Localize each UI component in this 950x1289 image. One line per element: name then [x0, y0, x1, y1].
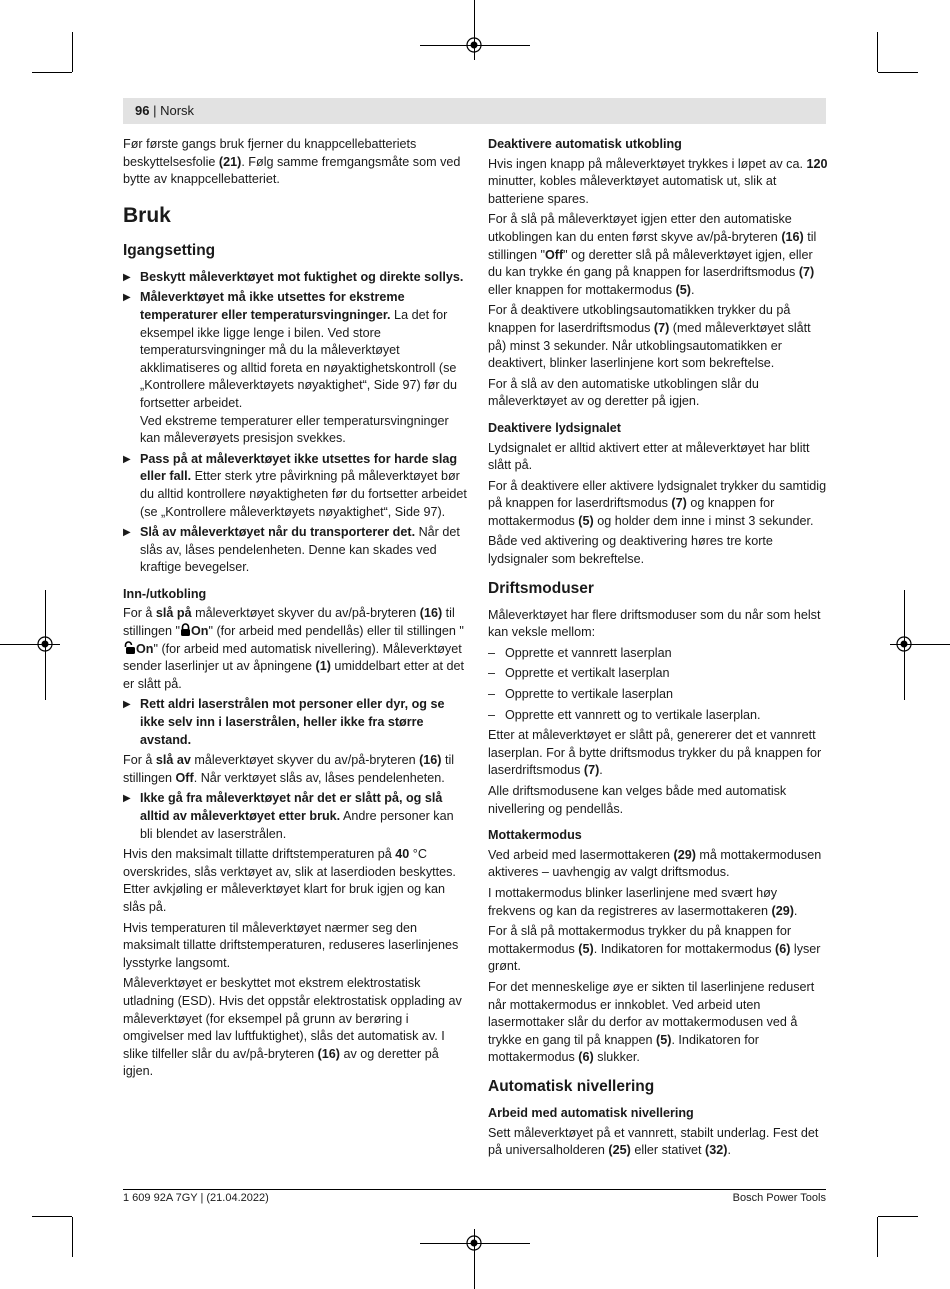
- subheading: Mottakermodus: [488, 828, 582, 843]
- paragraph: For det menneskelige øye er sikten til laserlinjene redusert når mottakermodus er innkoblet. Ved arbeid uten lasermottaker slår du derfor av mottakermodusen ved å trykke en gang til på knappen (5). Indikatoren for mottakermodus (6) slukker.: [488, 979, 815, 1065]
- crop-mark: [877, 1217, 878, 1257]
- page-number: 96: [135, 103, 150, 118]
- list-item: – Opprette to vertikale laserplan: [488, 687, 674, 702]
- paragraph: For å deaktivere utkoblingsautomatikken trykker du på knappen for laserdriftsmodus (7) (med måleverktøyet slått på) minst 3 sekunder. Når utkoblingsautomatikken er deaktivert, blinker laserlinjene kort som bekreftelse.: [488, 303, 811, 371]
- warning-item: ▶ Måleverktøyet må ikke utsettes for ekstreme temperaturer eller temperatursvingninger. La det for eksempel ikke ligge lenge i bilen. Ved store temperatursvingninger må du la måleverktøyet akklimatiseres og alltid foreta en nøyaktighetskontroll (se „Kontrollere måleverktøyets nøyaktighet“, Side 97) før du fortsetter arbeidet. Ved ekstreme temperaturer eller temperatursvingninger kan måleverøyets presisjon svekkes.: [123, 290, 458, 446]
- footer-brand: Bosch Power Tools: [732, 1192, 826, 1204]
- footer-divider: [123, 1189, 826, 1190]
- page-header-bar: [123, 98, 826, 124]
- triangle-right-icon: ▶: [123, 527, 131, 539]
- warning-item: ▶ Rett aldri laserstrålen mot personer eller dyr, og se ikke selv inn i laserstrålen, heller ikke fra større avstand.: [123, 697, 445, 747]
- crop-mark: [72, 32, 73, 72]
- subheading: Inn-/utkobling: [123, 586, 207, 601]
- paragraph: Etter at måleverktøyet er slått på, genererer det et vannrett laserplan. For å bytte driftsmodus trykker du på knappen for laserdriftsmodus (7).: [488, 728, 822, 778]
- triangle-right-icon: ▶: [123, 793, 131, 805]
- warning-item: ▶ Slå av måleverktøyet når du transporterer det. Når det slås av, låses pendelenheten. Denne kan skades ved kraftige bevegelser.: [123, 525, 460, 575]
- list-item: – Opprette et vannrett laserplan: [488, 645, 672, 660]
- paragraph: For å slå av den automatiske utkoblingen slår du måleverktøyet av og deretter på igjen.: [488, 376, 759, 409]
- paragraph: For å slå på mottakermodus trykker du på knappen for mottakermodus (5). Indikatoren for mottakermodus (6) lyser grønt.: [488, 924, 821, 974]
- crop-mark: [32, 1216, 72, 1217]
- section-title: Bruk: [123, 203, 171, 227]
- crop-mark: [877, 32, 878, 72]
- paragraph: Ved arbeid med lasermottakeren (29) må mottakermodusen aktiveres – uavhengig av valgt driftsmodus.: [488, 847, 822, 880]
- paragraph: Måleverktøyet har flere driftsmoduser som du når som helst kan veksle mellom:: [488, 607, 821, 640]
- triangle-right-icon: ▶: [123, 292, 131, 304]
- warning-item: ▶ Beskytt måleverktøyet mot fuktighet og direkte sollys.: [123, 269, 468, 287]
- paragraph: I mottakermodus blinker laserlinjene med svært høy frekvens og kan da registreres av lasermottakeren (29).: [488, 885, 798, 918]
- warning-item: ▶ Ikke gå fra måleverktøyet når det er slått på, og slå alltid av måleverktøyet etter bruk. Andre personer kan bli blendet av laserstrålen.: [123, 791, 454, 841]
- paragraph-temperature: Hvis den maksimalt tillatte driftstemperaturen på 40 °C overskrides, slås verktøyet av, slik at laserdioden beskyttes. Etter avkjøling er måleverktøyet klart for bruk igjen og kan slås på.: [123, 847, 456, 914]
- paragraph: For å slå på måleverktøyet igjen etter den automatiske utkoblingen kan du enten først skyve av/på-bryteren (16) til stillingen "Off" og deretter slå på måleverktøyet igjen, eller du kan trykke én gang på knappen for laserdriftsmodus (7) eller knappen for mottakermodus (5).: [488, 212, 817, 297]
- right-column: [488, 136, 828, 1163]
- crop-mark: [878, 1216, 918, 1217]
- subheading: Deaktivere automatisk utkobling: [488, 137, 682, 151]
- padlock-closed-icon: [180, 623, 191, 636]
- subheading: Deaktivere lydsignalet: [488, 420, 621, 435]
- paragraph: For å deaktivere eller aktivere lydsignalet trykker du samtidig på knappen for laserdriftsmodus (7) og knappen for mottakermodus (5) og holder dem inne i minst 3 sekunder.: [488, 478, 827, 528]
- crop-mark: [72, 1217, 73, 1257]
- subsection-title: Driftsmoduser: [488, 579, 594, 597]
- paragraph-switch-off: For å slå av måleverktøyet skyver du av/på-bryteren (16) til stillingen Off. Når verktøyet slås av, låses pendelenheten.: [123, 753, 455, 785]
- registration-mark-icon: [895, 635, 913, 653]
- padlock-open-icon: [123, 641, 136, 654]
- triangle-right-icon: ▶: [123, 699, 131, 711]
- registration-mark-icon: [36, 635, 54, 653]
- triangle-right-icon: ▶: [123, 271, 131, 283]
- triangle-right-icon: ▶: [123, 453, 131, 465]
- left-column: [123, 136, 468, 1084]
- paragraph-switch-on: For å slå på måleverktøyet skyver du av/på-bryteren (16) til stillingen " On" (for arbeid med pendellås) eller til stillingen "On" (for arbeid med automatisk nivellering). Måleverktøyet sender laserlinjer ut av åpningene (1) umiddelbart etter at det er slått på.: [123, 606, 464, 691]
- warning-item: ▶ Pass på at måleverktøyet ikke utsettes for harde slag eller fall. Etter sterk ytre påvirkning på måleverktøyet bør du alltid kontrollere nøyaktigheten før du fortsetter arbeidet (se „Kontrollere måleverktøyets nøyaktighet“, Side 97).: [123, 451, 467, 519]
- language-label: Norsk: [160, 103, 195, 118]
- registration-mark-icon: [465, 1234, 483, 1252]
- list-item: – Opprette ett vannrett og to vertikale laserplan.: [488, 707, 761, 722]
- list-item: – Opprette et vertikalt laserplan: [488, 666, 670, 681]
- page-header: 96 | Norsk: [135, 103, 195, 118]
- paragraph: Lydsignalet er alltid aktivert etter at måleverktøyet har blitt slått på.: [488, 440, 810, 473]
- paragraph: Hvis ingen knapp på måleverktøyet trykkes i løpet av ca. 120 minutter, kobles måleverktøyet automatisk ut, slik at batteriene spares.: [488, 156, 828, 206]
- subheading: Arbeid med automatisk nivellering: [488, 1105, 694, 1120]
- crop-mark: [878, 72, 918, 73]
- paragraph: Alle driftsmodusene kan velges både med automatisk nivellering og pendellås.: [488, 784, 787, 816]
- intro-paragraph: Før første gangs bruk fjerner du knappcellebatteriets beskyttelsesfolie (21). Følg samme fremgangsmåte som ved bytte av knappcellebatteriet.: [123, 137, 461, 187]
- paragraph: Sett måleverktøyet på et vannrett, stabilt underlag. Fest det på universalholderen (25) eller stativet (32).: [488, 1125, 819, 1158]
- subsection-title: Igangsetting: [123, 241, 216, 259]
- crop-mark: [32, 72, 72, 73]
- paragraph-temperature-2: Hvis temperaturen til måleverktøyet nærmer seg den maksimalt tillatte driftstemperaturen, reduseres laserlinjenes lysstyrke langsomt.: [123, 920, 459, 970]
- registration-mark-icon: [465, 36, 483, 54]
- paragraph: Både ved aktivering og deaktivering høres tre korte lydsignaler som bekreftelse.: [488, 534, 773, 567]
- footer-doc-id: 1 609 92A 7GY | (21.04.2022): [123, 1192, 269, 1204]
- subsection-title: Automatisk nivellering: [488, 1077, 655, 1095]
- paragraph-esd: Måleverktøyet er beskyttet mot ekstrem elektrostatisk utladning (ESD). Hvis det oppstår elektrostatisk opplading av måleverktøyet (for eksempel på grunn av berøring i omgivelser med lav luftfuktighet), slås det automatisk av. I slike tilfeller slår du av/på-bryteren (16) av og deretter på igjen.: [123, 976, 462, 1079]
